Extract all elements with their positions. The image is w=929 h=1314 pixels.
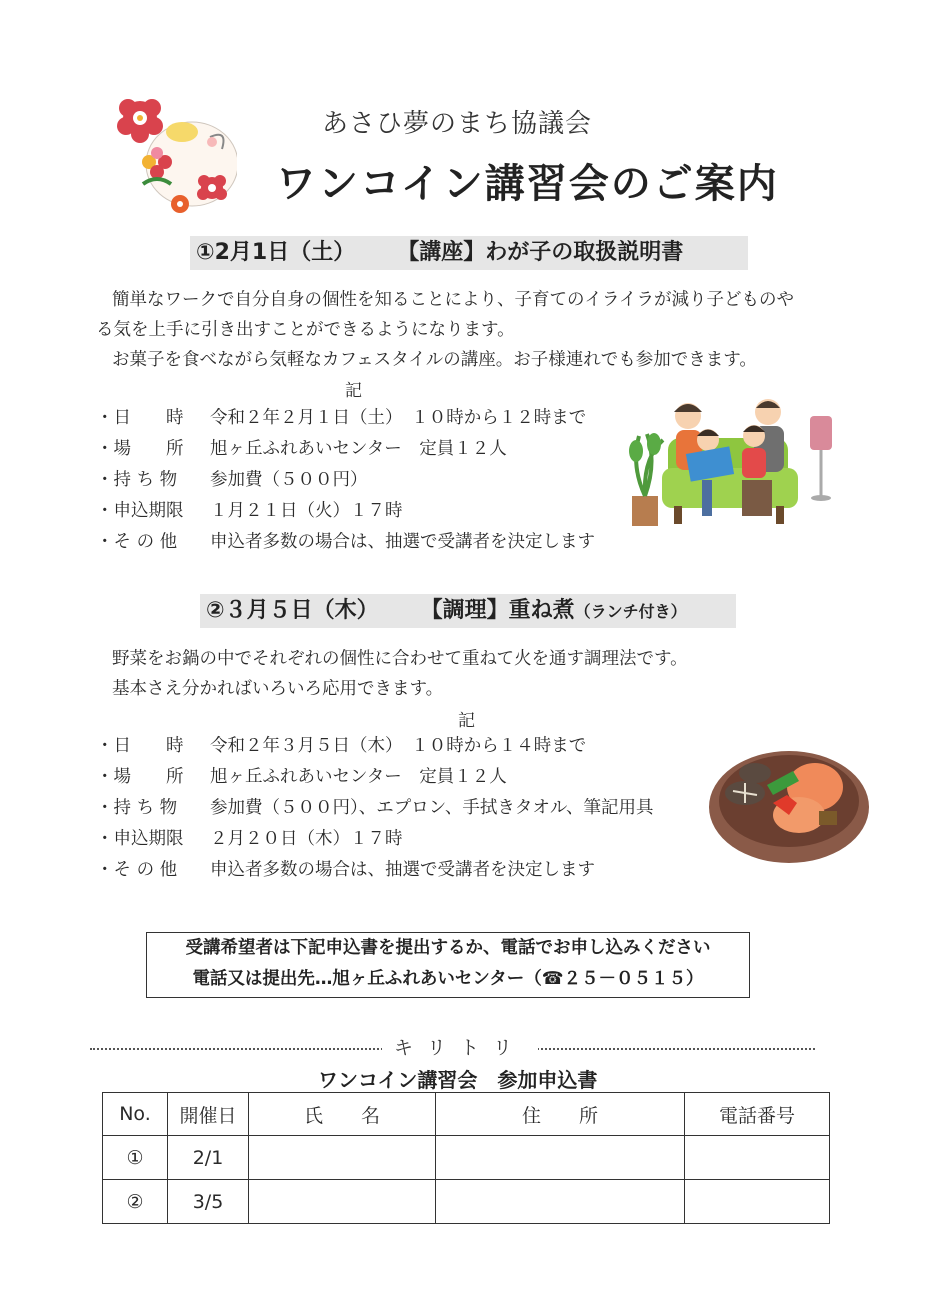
application-notice-box — [146, 932, 750, 998]
form-title: ワンコイン講習会 参加申込書 — [318, 1068, 598, 1092]
session1-date: ①2月1日（土） — [196, 240, 356, 265]
session2-detail-place: ・場 所 旭ヶ丘ふれあいセンター 定員１２人 — [96, 767, 507, 787]
session1-detail-deadline: ・申込期限 １月２１日（火）１７時 — [96, 501, 403, 521]
session1-detail-date: ・日 時 令和２年２月１日（土） １０時から１２時まで — [96, 408, 587, 428]
nimono-pot-illustration — [707, 745, 872, 865]
session2-description-line1: 野菜をお鍋の中でそれぞれの個性に合わせて重ねて火を通す調理法です。 — [112, 649, 688, 669]
session1-detail-belongings: ・持 ち 物 参加費（５００円） — [96, 470, 368, 490]
header-phone: 電話番号 — [685, 1093, 830, 1136]
session2-details — [96, 731, 696, 886]
session1-description-line1: 簡単なワークで自分自身の個性を知ることにより、子育てのイライラが減り子どものや — [112, 290, 794, 310]
session2-ki-mark: 記 — [458, 711, 475, 731]
row2-address-field[interactable] — [436, 1180, 685, 1224]
family-reading-sofa-illustration — [626, 396, 841, 530]
session2-note: （ランチ付き） — [574, 602, 687, 621]
row2-name-field[interactable] — [249, 1180, 436, 1224]
cut-line-label: キリトリ — [382, 1033, 538, 1060]
session1-title: 【講座】わが子の取扱説明書 — [397, 240, 684, 265]
session1-heading — [190, 236, 748, 270]
session2-detail-belongings: ・持 ち 物 参加費（５００円）、エプロン、手拭きタオル、筆記用具 — [96, 798, 654, 818]
header-date: 開催日 — [168, 1093, 249, 1136]
session2-description-line2: 基本さえ分かればいろいろ応用できます。 — [112, 679, 444, 699]
session2-title: 【調理】重ね煮 — [420, 598, 575, 623]
row1-address-field[interactable] — [436, 1136, 685, 1180]
row2-no: ② — [103, 1180, 168, 1224]
row2-phone-field[interactable] — [685, 1180, 830, 1224]
table-row — [103, 1136, 830, 1180]
organization-name: あさひ夢のまち協議会 — [322, 109, 593, 139]
row1-phone-field[interactable] — [685, 1136, 830, 1180]
plum-blossom-mouse-illustration — [112, 92, 237, 224]
notice-line2: 電話又は提出先…旭ヶ丘ふれあいセンター（☎２５－０５１５） — [192, 969, 704, 989]
row2-date: 3/5 — [168, 1180, 249, 1224]
header-no: No. — [103, 1093, 168, 1136]
header-address: 住 所 — [436, 1093, 685, 1136]
session1-details — [96, 403, 636, 558]
row1-date: 2/1 — [168, 1136, 249, 1180]
session1-ki-mark: 記 — [345, 381, 362, 401]
header-name: 氏 名 — [249, 1093, 436, 1136]
table-row — [103, 1180, 830, 1224]
session1-detail-other: ・そ の 他 申込者多数の場合は、抽選で受講者を決定します — [96, 532, 595, 552]
session1-description-line3: お菓子を食べながら気軽なカフェスタイルの講座。お子様連れでも参加できます。 — [112, 350, 757, 370]
row1-no: ① — [103, 1136, 168, 1180]
notice-line1: 受講希望者は下記申込書を提出するか、電話でお申し込みください — [185, 938, 711, 958]
page-title: ワンコイン講習会のご案内 — [276, 161, 779, 207]
session2-detail-deadline: ・申込期限 ２月２０日（木）１７時 — [96, 829, 403, 849]
table-header-row — [103, 1093, 830, 1136]
session2-detail-date: ・日 時 令和２年３月５日（木） １０時から１４時まで — [96, 736, 587, 756]
row1-name-field[interactable] — [249, 1136, 436, 1180]
session2-date: ②３月５日（木） — [206, 598, 379, 623]
session1-description-line2: る気を上手に引き出すことができるようになります。 — [96, 320, 515, 340]
session1-detail-place: ・場 所 旭ヶ丘ふれあいセンター 定員１２人 — [96, 439, 507, 459]
application-form-table — [102, 1092, 830, 1224]
session2-heading — [200, 594, 736, 628]
session2-detail-other: ・そ の 他 申込者多数の場合は、抽選で受講者を決定します — [96, 860, 595, 880]
